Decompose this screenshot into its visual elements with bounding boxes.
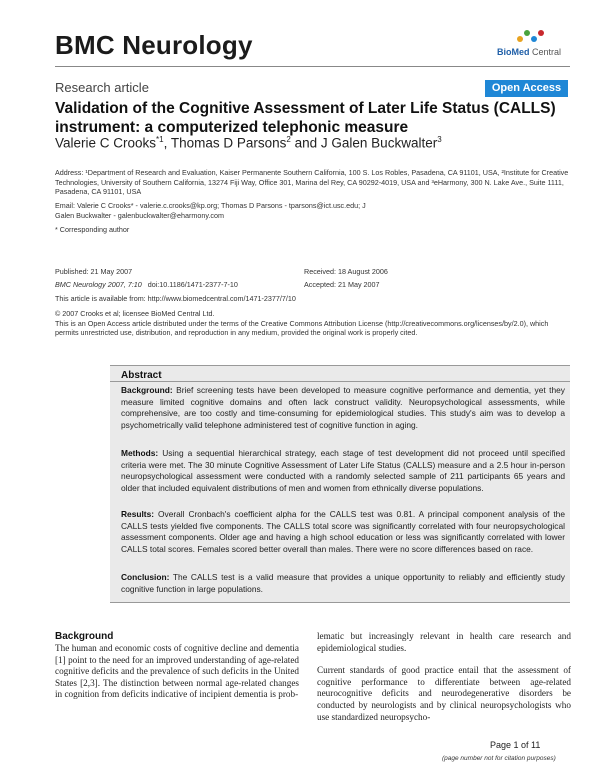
author-emails: Email: Valerie C Crooks* - valerie.c.crooks@kp.org; Thomas D Parsons - tparsons@ict.usc.edu; J Galen Buckwalter - galenbuckwalter@eharmony.com (55, 201, 366, 220)
body-column-right (317, 631, 571, 723)
abstract-conclusion-label: Conclusion: (121, 572, 170, 582)
logo-central: Central (532, 47, 562, 57)
citation: BMC Neurology 2007, 7:10 (55, 280, 142, 289)
abstract-background-text: Brief screening tests have been developed to measure cognitive performance and dementia, yet they measure limited cognitive domains and often lack construct validity. Neuropsychological assessments, while comprehensive, are too costly and time-consuming for epidemiological studies. This study's aim was to develop a psychometrically valid telephone administered test of cognitive function in aging. (121, 385, 565, 430)
article-type: Research article (55, 80, 149, 95)
section-heading-background: Background (55, 631, 114, 642)
logo-bio: Bio (497, 47, 512, 57)
abstract-methods-label: Methods: (121, 448, 159, 458)
published-date: Published: 21 May 2007 (55, 267, 133, 276)
availability-url[interactable]: This article is available from: http://www.biomedcentral.com/1471-2377/7/10 (55, 294, 296, 303)
received-date: Received: 18 August 2006 (304, 267, 388, 276)
body-paragraph: Current standards of good practice entail that the assessment of cognitive performance to differentiate between age-related neurocognitive deficits and neurodegenerative disorders be conducted by neurologists and by clinical neuropsychologists who use standardized neuropsycho- (317, 665, 571, 722)
accepted-date: Accepted: 21 May 2007 (304, 280, 380, 289)
abstract-results-text: Overall Cronbach's coefficient alpha for the CALLS test was 0.81. A principal component analysis of the CALLS tests yielded five components. The CALLS total score was significantly correlated with four neuropsychological assessment components. Older age and having a high school education or less was significantly correlated with lower CALLS total scores. Females scored better overall than males. There were no score differences based on race. (121, 509, 565, 554)
abstract-background (121, 385, 565, 431)
biomed-central-logo (497, 30, 565, 62)
author-name: Thomas D Parsons (170, 135, 287, 151)
article-title: Validation of the Cognitive Assessment of Later Life Status (CALLS) instrument: a computerized telephonic measure (55, 100, 556, 136)
logo-dots-icon (517, 30, 545, 46)
abstract-methods-text: Using a sequential hierarchical strategy, each stage of test development did not proceed until specified criteria were met. The 30 minute Cognitive Assessment of Later Life Status (CALLS) measure and a 2.5 hour in-person neuropsychological assessment were conducted with a randomly selected sample of 211 participants 65 years and older that included equivalent distributions of men and women from ethnically diverse populations. (121, 448, 565, 493)
doi: doi:10.1186/1471-2377-7-10 (147, 280, 238, 289)
citation-line (55, 280, 295, 293)
copyright-line: © 2007 Crooks et al; licensee BioMed Central Ltd. (55, 309, 215, 318)
open-access-badge: Open Access (485, 80, 568, 97)
body-column-left: The human and economic costs of cognitive decline and dementia [1] point to the need for an improved understanding of age-related cognitive deficits and the prevalence of such deficits in the United States [2,3]. The distinction between normal age-related changes in cognition from deficits indicative of incipient dementia is prob- (55, 643, 299, 700)
author-name: J Galen Buckwalter (320, 135, 438, 151)
body-paragraph: lematic but increasingly relevant in health care research and epidemiological studies. (317, 631, 571, 653)
header-divider (55, 66, 570, 67)
author-affiliation: 3 (437, 135, 442, 144)
page-number-note: (page number not for citation purposes) (442, 755, 556, 762)
affiliation-address: Address: ¹Department of Research and Evaluation, Kaiser Permanente Southern California, 100 S. Los Robles, Pasadena, CA 91101, USA, ²Institute for Creative Technologies, University of Southern California, 13274 Fiji Way, Office 301, Marina del Rey, CA 90292-4019, USA and ³eHarmony, 300 N. Lake Ave., Suite 1111, Pasadena, CA 91101, USA (55, 168, 569, 196)
abstract-methods (121, 448, 565, 494)
abstract-divider (110, 381, 570, 382)
author-affiliation: 2 (286, 135, 291, 144)
publication-info (55, 267, 295, 293)
abstract-conclusion-text: The CALLS test is a valid measure that provides a unique opportunity to reliably and efficiently study cognitive function in large populations. (121, 572, 565, 594)
author-separator: , (163, 135, 171, 151)
abstract-conclusion (121, 572, 565, 595)
abstract-background-label: Background: (121, 385, 173, 395)
author-separator: and (290, 135, 321, 151)
logo-med: Med (511, 47, 530, 57)
submission-dates (304, 267, 504, 293)
author-affiliation: *1 (156, 135, 164, 144)
author-name: Valerie C Crooks (55, 135, 157, 151)
corresponding-author-note: * Corresponding author (55, 225, 130, 234)
journal-title: BMC Neurology (55, 30, 253, 60)
abstract-heading: Abstract (121, 370, 162, 381)
author-list (55, 135, 442, 151)
page-number: Page 1 of 11 (490, 740, 541, 750)
copyright-block (55, 309, 570, 338)
abstract-results (121, 509, 565, 555)
license-text: This is an Open Access article distributed under the terms of the Creative Commons Attribution License (http://creativecommons.org/licenses/by/2.0), which permits unrestricted use, distribution, and reproduction in any medium, provided the original work is properly cited. (55, 318, 549, 337)
abstract-results-label: Results: (121, 509, 155, 519)
